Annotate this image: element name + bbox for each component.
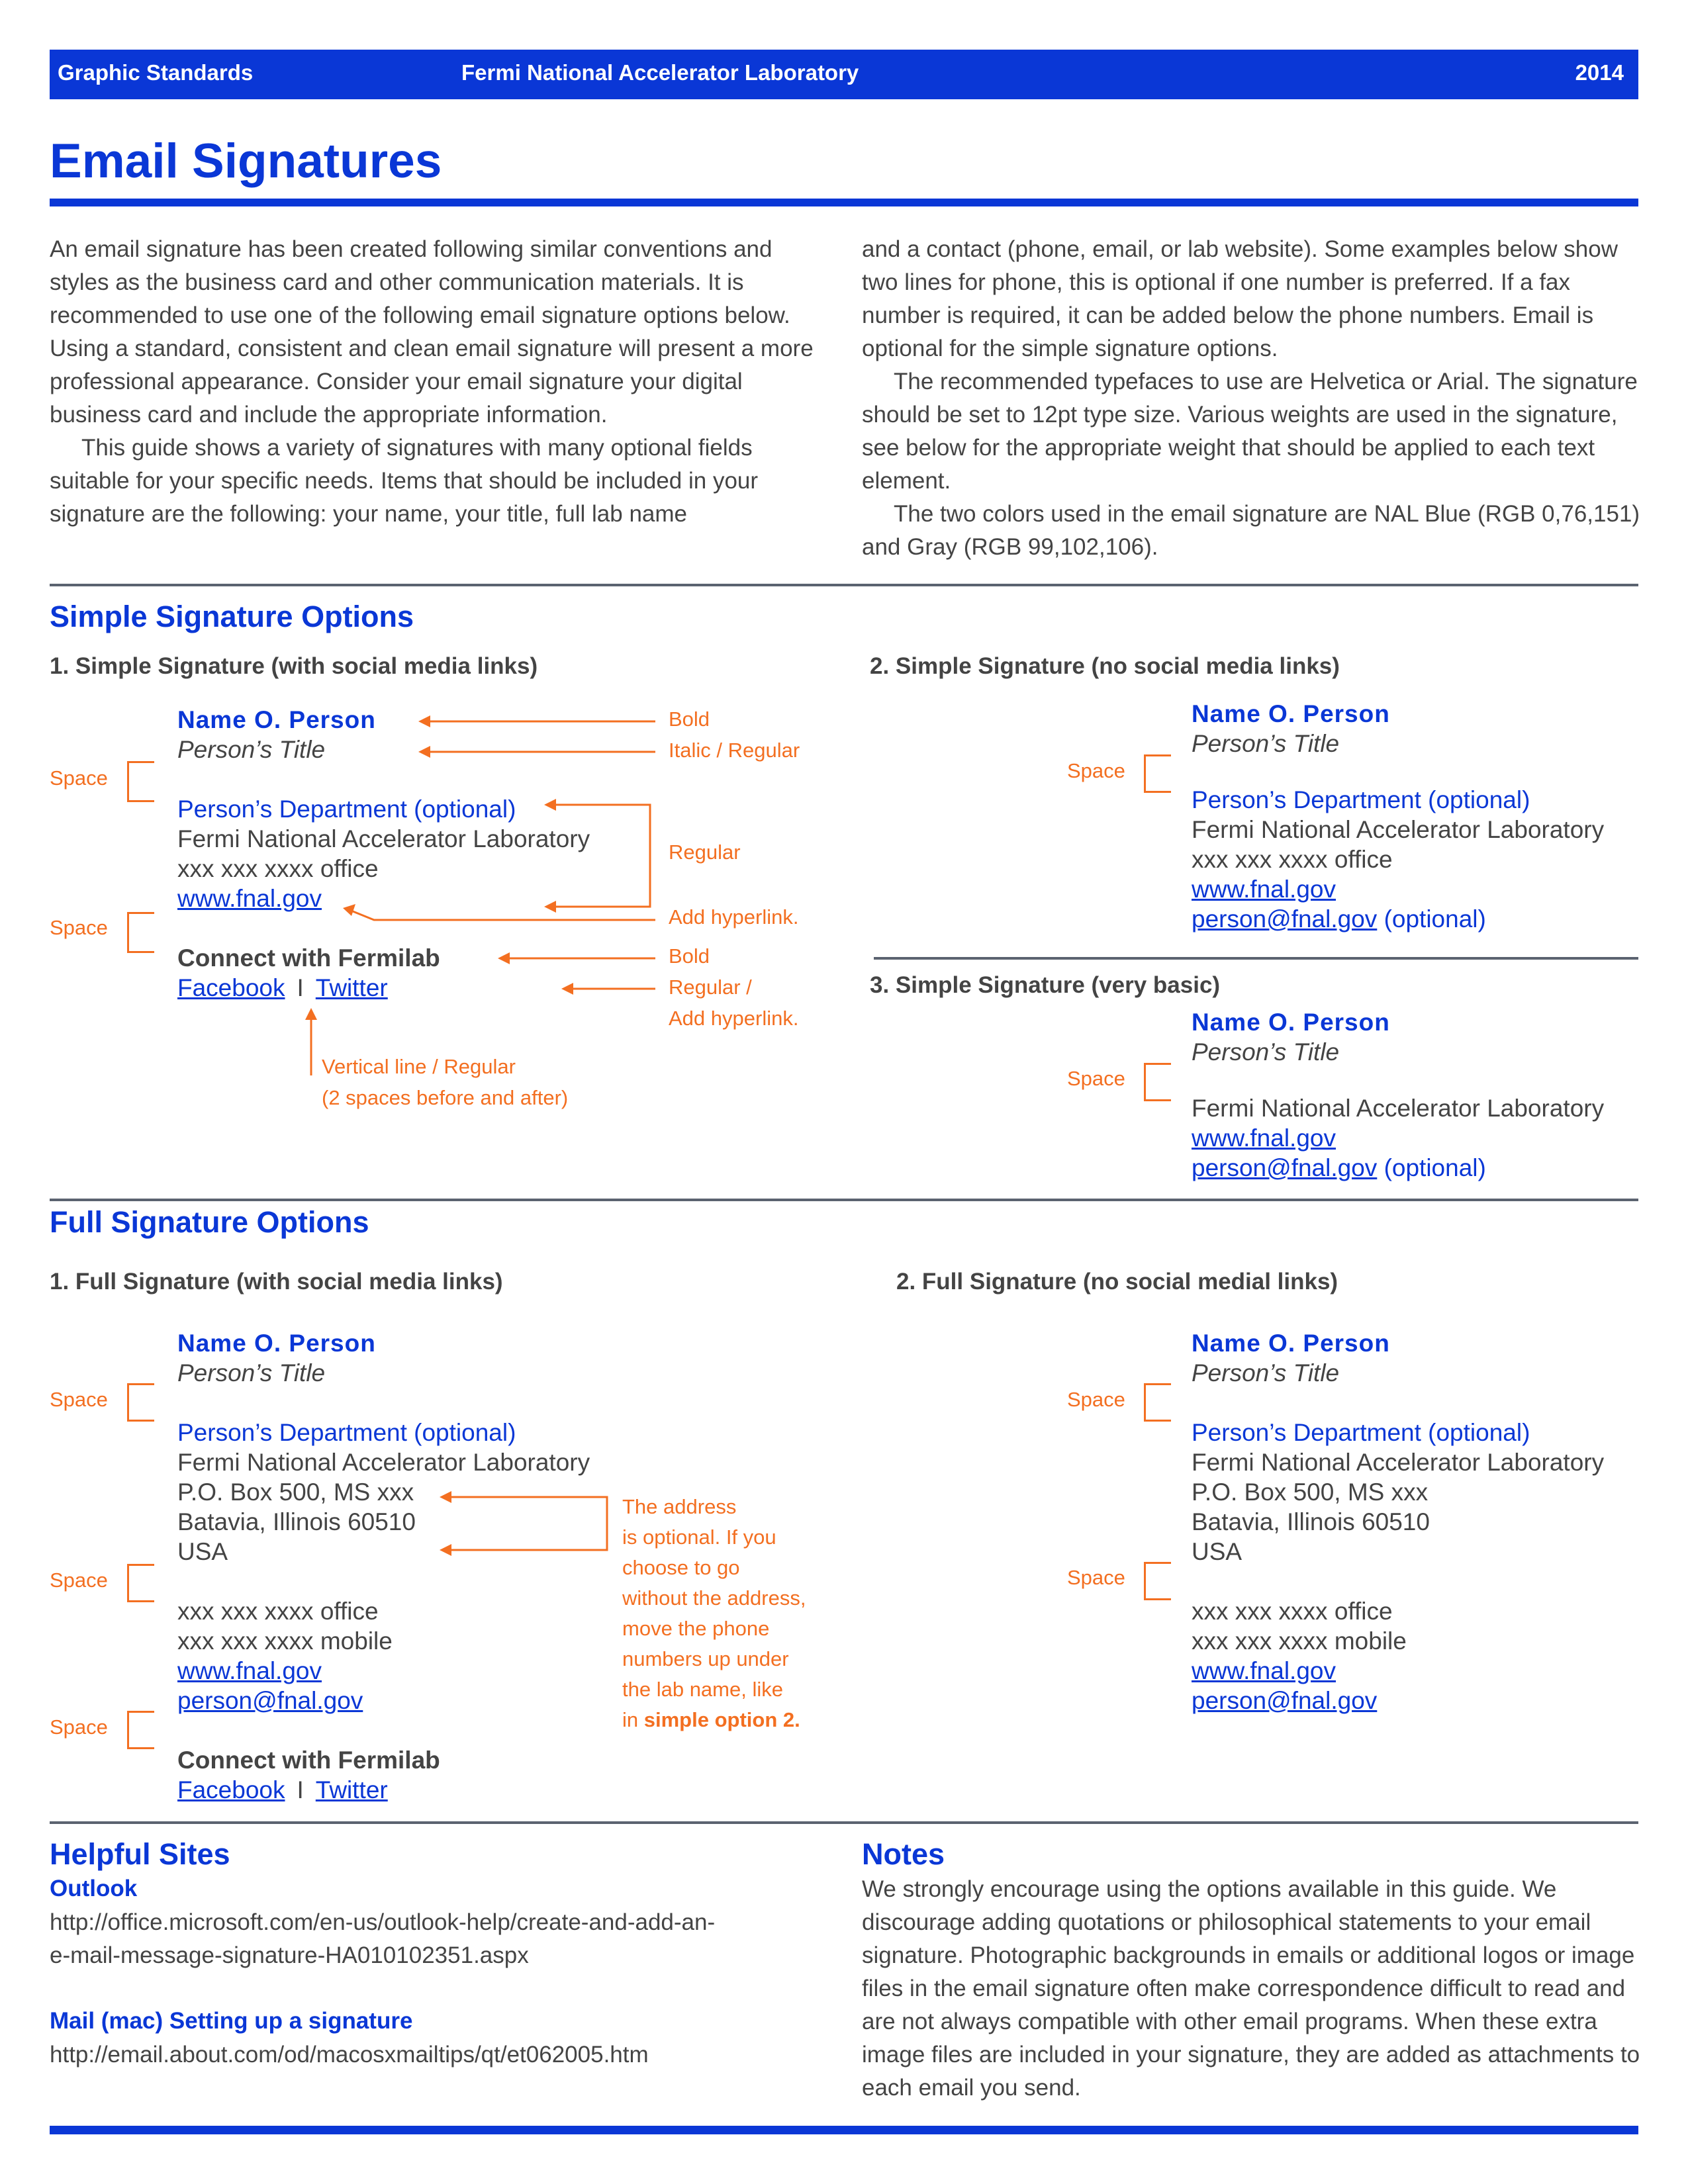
notes-paragraph: We strongly encourage using the options available in this guide. We discourage adding quotations or philosophical statements to your email signature. Photographic backgrounds in emails or additional logos or image files in the email signature often make correspondence difficult to read and are not always compatible with other email programs. When these extra image files are included in your signature, they are added as attachments to each email you send. — [862, 1876, 1640, 2101]
twitter-link[interactable]: Twitter — [315, 974, 388, 1001]
mail-url[interactable]: http://email.about.com/od/macosxmailtips/qt/et062005.htm — [50, 2042, 649, 2068]
sig-email-link[interactable]: person@fnal.gov — [1192, 1687, 1378, 1714]
sig-po: P.O. Box 500, MS xxx — [1192, 1479, 1429, 1506]
mail-label: Mail (mac) Setting up a signature — [50, 2008, 413, 2034]
intro-p2: This guide shows a variety of signatures with many optional fields suitable for your specific needs. Items that should be included in your signature are the following: your name, your title, full lab name — [50, 435, 759, 527]
ann-vline-1: Vertical line / Regular — [322, 1055, 516, 1078]
sig-connect: Connect with Fermilab — [177, 944, 440, 972]
ann-address-line: is optional. If you — [622, 1525, 776, 1549]
sig-name: Name O. Person — [1192, 700, 1390, 727]
sig-lab: Fermi National Accelerator Laboratory — [177, 1449, 590, 1476]
intro-p3: and a contact (phone, email, or lab website). Some examples below show two lines for phone, this is optional if one number is preferred. If a fax number is required, it can be added below the phone numbers. Email is optional for the simple signature options. — [862, 236, 1618, 361]
intro-p1: An email signature has been created following similar conventions and styles as the business card and other communication materials. It is recommended to use one of the following email signature options below. Using a standard, consistent and clean email signature will present a more professional appearance. Consider your email signature your digital business card and include the appropriate information. — [50, 236, 814, 428]
ann-address-line: in — [622, 1708, 644, 1731]
outlook-url-line[interactable]: e-mail-message-signature-HA010102351.aspx — [50, 1942, 529, 1968]
sig-connect: Connect with Fermilab — [177, 1747, 440, 1774]
space-label: Space — [50, 1388, 108, 1411]
ann-italic-regular: Italic / Regular — [669, 739, 800, 762]
sig-city: Batavia, Illinois 60510 — [177, 1508, 416, 1535]
outlook-label: Outlook — [50, 1876, 138, 1901]
full-opt1-title: 1. Full Signature (with social media links) — [50, 1269, 503, 1295]
ann-address-line: the lab name, like — [622, 1678, 783, 1701]
sig-lab: Fermi National Accelerator Laboratory — [1192, 1449, 1605, 1476]
twitter-link[interactable]: Twitter — [315, 1776, 388, 1803]
space-label: Space — [50, 1715, 108, 1739]
sig-web-link[interactable]: www.fnal.gov — [177, 1657, 322, 1684]
sig-office: xxx xxx xxxx office — [177, 855, 379, 882]
sig-web-link[interactable]: www.fnal.gov — [1192, 876, 1336, 903]
sig-web-link[interactable]: www.fnal.gov — [177, 885, 322, 912]
full-heading: Full Signature Options — [50, 1205, 369, 1239]
sig-title: Person’s Title — [1192, 730, 1340, 757]
sig-email-link[interactable]: person@fnal.gov — [1192, 1154, 1378, 1181]
space-label: Space — [1067, 1388, 1125, 1411]
space-label: Space — [1067, 759, 1125, 782]
ann-add-hyperlink: Add hyperlink. — [669, 905, 799, 929]
intro-p4: The recommended typefaces to use are Helvetica or Arial. The signature should be set to 12pt type size. Various weights are used in the signature, see below for the appropriate weight that should be applied to each text element. — [862, 369, 1638, 494]
ann-address-line: choose to go — [622, 1556, 740, 1579]
ann-address-line: without the address, — [622, 1586, 806, 1610]
sig-lab: Fermi National Accelerator Laboratory — [1192, 816, 1605, 843]
page-title: Email Signatures — [50, 134, 442, 188]
sig-title: Person’s Title — [1192, 1038, 1340, 1066]
intro-p5: The two colors used in the email signature are NAL Blue (RGB 0,76,151) and Gray (RGB 99,102,106). — [862, 501, 1640, 560]
facebook-link[interactable]: Facebook — [177, 974, 285, 1001]
sig-title: Person’s Title — [177, 736, 326, 763]
sig-name: Name O. Person — [177, 1330, 376, 1357]
ann-bold-2: Bold — [669, 944, 710, 968]
sig-po: P.O. Box 500, MS xxx — [177, 1479, 414, 1506]
sig-dept: Person’s Department (optional) — [177, 796, 516, 823]
notes-heading: Notes — [862, 1837, 945, 1871]
sig-email-optional: (optional) — [1383, 1154, 1486, 1181]
ann-address-line: The address — [622, 1495, 737, 1518]
ann-regular-slash: Regular / — [669, 976, 752, 999]
sig-lab: Fermi National Accelerator Laboratory — [177, 825, 590, 852]
sig-mobile: xxx xxx xxxx mobile — [1192, 1627, 1407, 1655]
ann-address-bold: simple option 2. — [643, 1708, 800, 1731]
sig-office: xxx xxx xxxx office — [177, 1598, 379, 1625]
sig-name: Name O. Person — [177, 706, 376, 733]
simple-opt3-title: 3. Simple Signature (very basic) — [870, 972, 1221, 998]
sig-email-optional: (optional) — [1383, 905, 1486, 933]
sig-office: xxx xxx xxxx office — [1192, 846, 1393, 873]
sig-email-link[interactable]: person@fnal.gov — [177, 1687, 363, 1714]
simple-heading: Simple Signature Options — [50, 600, 414, 633]
vertical-bar: I — [297, 1776, 304, 1803]
full-opt2-title: 2. Full Signature (no social medial links) — [896, 1269, 1338, 1295]
sig-email-link[interactable]: person@fnal.gov — [1192, 905, 1378, 933]
space-label: Space — [1067, 1566, 1125, 1589]
sig-web-link[interactable]: www.fnal.gov — [1192, 1124, 1336, 1152]
sig-office: xxx xxx xxxx office — [1192, 1598, 1393, 1625]
sig-dept: Person’s Department (optional) — [1192, 1419, 1530, 1446]
helpful-heading: Helpful Sites — [50, 1837, 230, 1871]
sig-title: Person’s Title — [1192, 1359, 1340, 1387]
ann-address-line: move the phone — [622, 1617, 770, 1640]
ann-address-line: numbers up under — [622, 1647, 789, 1670]
vertical-bar: I — [297, 974, 304, 1001]
space-label: Space — [50, 916, 108, 939]
sig-name: Name O. Person — [1192, 1330, 1390, 1357]
sig-dept: Person’s Department (optional) — [177, 1419, 516, 1446]
simple-opt1-title: 1. Simple Signature (with social media links) — [50, 653, 538, 679]
sig-title: Person’s Title — [177, 1359, 326, 1387]
sig-web-link[interactable]: www.fnal.gov — [1192, 1657, 1336, 1684]
sig-mobile: xxx xxx xxxx mobile — [177, 1627, 393, 1655]
header-center: Fermi National Accelerator Laboratory — [461, 60, 859, 85]
sig-country: USA — [177, 1538, 228, 1565]
sig-country: USA — [1192, 1538, 1243, 1565]
header-left: Graphic Standards — [58, 60, 254, 85]
sig-lab: Fermi National Accelerator Laboratory — [1192, 1095, 1605, 1122]
outlook-url-line[interactable]: http://office.microsoft.com/en-us/outlook-help/create-and-add-an- — [50, 1909, 716, 1935]
space-label: Space — [50, 1569, 108, 1592]
sig-city: Batavia, Illinois 60510 — [1192, 1508, 1430, 1535]
ann-regular: Regular — [669, 841, 741, 864]
ann-add-hyperlink-2: Add hyperlink. — [669, 1007, 799, 1030]
header-year: 2014 — [1575, 60, 1624, 85]
space-label: Space — [50, 766, 108, 790]
facebook-link[interactable]: Facebook — [177, 1776, 285, 1803]
space-label: Space — [1067, 1067, 1125, 1090]
simple-opt2-title: 2. Simple Signature (no social media links) — [870, 653, 1340, 679]
ann-bold: Bold — [669, 707, 710, 731]
ann-vline-2: (2 spaces before and after) — [322, 1086, 569, 1109]
sig-dept: Person’s Department (optional) — [1192, 786, 1530, 813]
sig-name: Name O. Person — [1192, 1009, 1390, 1036]
